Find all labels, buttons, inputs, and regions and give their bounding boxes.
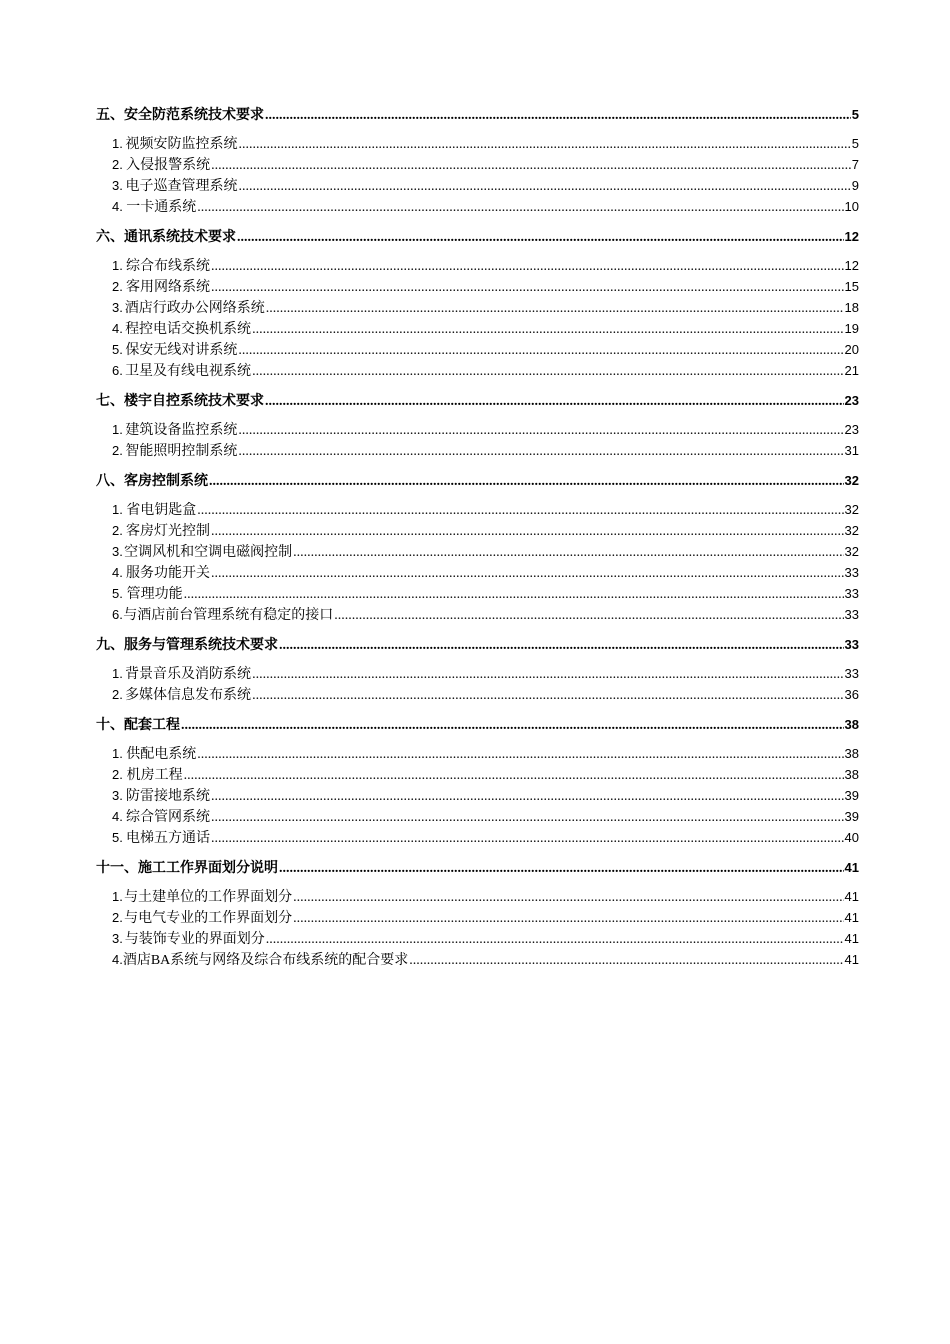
item-title: 视频安防监控系统 (125, 137, 238, 152)
item-page-number: 19 (844, 321, 859, 336)
dot-leader (211, 280, 844, 296)
toc-item-entry[interactable] (96, 743, 859, 764)
toc-item-entry[interactable] (96, 339, 859, 360)
item-page-number: 5 (851, 136, 859, 151)
toc-section-entry[interactable] (96, 634, 859, 655)
section-title: 通讯系统技术要求 (124, 230, 236, 245)
item-number: 1. (112, 746, 123, 761)
dot-leader (238, 423, 843, 439)
item-page-number: 32 (844, 523, 859, 538)
item-title: 背景音乐及消防系统 (125, 667, 252, 682)
dot-leader (184, 587, 844, 603)
toc-item-entry[interactable] (96, 175, 859, 196)
dot-leader (211, 831, 844, 847)
dot-leader (197, 200, 843, 216)
dot-leader (211, 158, 851, 174)
dot-leader (409, 953, 843, 969)
dot-leader (252, 364, 843, 380)
item-page-number: 33 (844, 586, 859, 601)
toc-item-entry[interactable] (96, 297, 859, 318)
section-page-number: 12 (844, 229, 859, 244)
dot-leader (293, 545, 843, 561)
item-number: 1. (112, 422, 123, 437)
item-title: 电子巡查管理系统 (125, 179, 238, 194)
item-title: 电梯五方通话 (125, 831, 210, 846)
item-title: 入侵报警系统 (126, 158, 211, 173)
toc-item-entry[interactable] (96, 440, 859, 461)
item-page-number: 32 (844, 544, 859, 559)
item-page-number: 15 (844, 279, 859, 294)
item-title: 综合管网系统 (125, 810, 210, 825)
section-title: 安全防范系统技术要求 (124, 108, 264, 123)
item-page-number: 41 (844, 952, 859, 967)
item-number: 6. (112, 607, 123, 622)
item-title: 省电钥匙盒 (126, 503, 197, 518)
toc-item-entry[interactable] (96, 764, 859, 785)
toc-item-entry[interactable] (96, 785, 859, 806)
dot-leader (252, 322, 843, 338)
dot-leader (197, 747, 843, 763)
item-title: 客房灯光控制 (125, 524, 210, 539)
dot-leader (181, 718, 844, 734)
item-page-number: 23 (844, 422, 859, 437)
item-page-number: 21 (844, 363, 859, 378)
item-number: 3. (112, 788, 123, 803)
item-title: 与土建单位的工作界面划分 (124, 890, 293, 905)
section-title: 配套工程 (124, 718, 180, 733)
toc-item-entry[interactable] (96, 907, 859, 928)
item-page-number: 39 (844, 809, 859, 824)
item-title: 与装饰专业的界面划分 (124, 932, 265, 947)
item-number: 3. (112, 931, 123, 946)
dot-leader (237, 230, 844, 246)
item-title: 管理功能 (126, 587, 183, 602)
section-number: 八、 (96, 474, 124, 489)
item-number: 2. (112, 523, 123, 538)
item-number: 1. (112, 502, 123, 517)
item-page-number: 32 (844, 502, 859, 517)
toc-item-entry[interactable] (96, 684, 859, 705)
dot-leader (211, 524, 844, 540)
toc-item-entry[interactable] (96, 583, 859, 604)
section-title: 楼宇自控系统技术要求 (124, 394, 264, 409)
section-title: 客房控制系统 (124, 474, 208, 489)
item-page-number: 31 (844, 443, 859, 458)
section-page-number: 38 (844, 717, 859, 732)
item-number: 6. (112, 363, 123, 378)
dot-leader (197, 503, 843, 519)
toc-item-entry[interactable] (96, 663, 859, 684)
item-number: 3. (112, 300, 123, 315)
item-page-number: 10 (844, 199, 859, 214)
dot-leader (293, 911, 843, 927)
section-number: 五、 (96, 108, 124, 123)
item-number: 1. (112, 258, 123, 273)
item-number: 5. (112, 830, 123, 845)
item-title: 酒店行政办公网络系统 (124, 301, 265, 316)
section-number: 六、 (96, 230, 124, 245)
item-title: 防雷接地系统 (125, 789, 210, 804)
item-page-number: 41 (844, 889, 859, 904)
item-number: 3. (112, 544, 123, 559)
toc-item-entry[interactable] (96, 604, 859, 625)
item-number: 2. (112, 279, 123, 294)
dot-leader (238, 444, 843, 460)
dot-leader (279, 638, 844, 654)
item-page-number: 38 (844, 746, 859, 761)
item-number: 1. (112, 889, 123, 904)
item-number: 2. (112, 910, 123, 925)
item-page-number: 9 (851, 178, 859, 193)
dot-leader (265, 108, 851, 124)
toc-section-entry[interactable] (96, 470, 859, 491)
toc-section-entry[interactable] (96, 714, 859, 735)
section-number: 七、 (96, 394, 124, 409)
toc-item-entry[interactable] (96, 886, 859, 907)
toc-item-entry[interactable] (96, 133, 859, 154)
item-page-number: 20 (844, 342, 859, 357)
dot-leader (266, 301, 844, 317)
item-page-number: 41 (844, 931, 859, 946)
toc-item-entry[interactable] (96, 419, 859, 440)
section-page-number: 5 (851, 107, 859, 122)
toc-item-entry[interactable] (96, 520, 859, 541)
dot-leader (293, 890, 843, 906)
item-title: 建筑设备监控系统 (125, 423, 238, 438)
item-title: 与电气专业的工作界面划分 (124, 911, 293, 926)
dot-leader (239, 137, 851, 153)
item-title: 保安无线对讲系统 (125, 343, 238, 358)
toc-item-entry[interactable] (96, 255, 859, 276)
dot-leader (184, 768, 844, 784)
item-title: 卫星及有线电视系统 (125, 364, 252, 379)
toc-item-entry[interactable] (96, 196, 859, 217)
dot-leader (211, 259, 844, 275)
section-page-number: 23 (844, 393, 859, 408)
item-page-number: 33 (844, 607, 859, 622)
item-page-number: 41 (844, 910, 859, 925)
dot-leader (266, 932, 844, 948)
item-title: 智能照明控制系统 (125, 444, 238, 459)
item-page-number: 40 (844, 830, 859, 845)
section-number: 九、 (96, 638, 124, 653)
item-number: 4. (112, 952, 123, 967)
toc-item-entry[interactable] (96, 928, 859, 949)
toc-item-entry[interactable] (96, 276, 859, 297)
section-page-number: 32 (844, 473, 859, 488)
item-number: 1. (112, 666, 123, 681)
dot-leader (334, 608, 843, 624)
item-title: 空调风机和空调电磁阀控制 (124, 545, 293, 560)
toc-item-entry[interactable] (96, 827, 859, 848)
toc-section-entry[interactable] (96, 857, 859, 878)
item-number: 2. (112, 157, 123, 172)
dot-leader (238, 343, 843, 359)
section-title: 施工工作界面划分说明 (138, 861, 278, 876)
dot-leader (211, 810, 844, 826)
item-page-number: 33 (844, 666, 859, 681)
dot-leader (209, 474, 844, 490)
item-title: 综合布线系统 (125, 259, 210, 274)
section-title: 服务与管理系统技术要求 (124, 638, 278, 653)
item-title: 程控电话交换机系统 (125, 322, 252, 337)
dot-leader (265, 394, 844, 410)
item-page-number: 36 (844, 687, 859, 702)
dot-leader (252, 667, 843, 683)
item-title: 酒店BA系统与网络及综合布线系统的配合要求 (122, 953, 409, 968)
toc-section-entry[interactable] (96, 226, 859, 247)
toc-item-entry[interactable] (96, 318, 859, 339)
section-number: 十、 (96, 718, 124, 733)
item-page-number: 7 (851, 157, 859, 172)
item-page-number: 39 (844, 788, 859, 803)
item-title: 多媒体信息发布系统 (125, 688, 252, 703)
section-number: 十一、 (96, 861, 138, 876)
item-page-number: 33 (844, 565, 859, 580)
item-number: 5. (112, 586, 123, 601)
toc-item-entry[interactable] (96, 499, 859, 520)
dot-leader (211, 789, 844, 805)
section-page-number: 33 (844, 637, 859, 652)
dot-leader (239, 179, 851, 195)
item-page-number: 12 (844, 258, 859, 273)
item-number: 2. (112, 443, 123, 458)
item-number: 1. (112, 136, 123, 151)
item-number: 4. (112, 321, 123, 336)
item-number: 4. (112, 199, 123, 214)
item-page-number: 18 (844, 300, 859, 315)
dot-leader (252, 688, 843, 704)
item-number: 4. (112, 565, 123, 580)
toc-item-entry[interactable] (96, 541, 859, 562)
item-title: 一卡通系统 (126, 200, 197, 215)
toc-item-entry[interactable] (96, 154, 859, 175)
item-title: 机房工程 (126, 768, 183, 783)
item-number: 5. (112, 342, 123, 357)
item-number: 2. (112, 687, 123, 702)
item-number: 4. (112, 809, 123, 824)
item-title: 供配电系统 (126, 747, 197, 762)
item-title: 客用网络系统 (125, 280, 210, 295)
toc-section-entry[interactable] (96, 104, 859, 125)
item-title: 与酒店前台管理系统有稳定的接口 (123, 608, 334, 623)
item-number: 3. (112, 178, 123, 193)
toc-item-entry[interactable] (96, 360, 859, 381)
toc-section-entry[interactable] (96, 390, 859, 411)
dot-leader (279, 861, 844, 877)
section-page-number: 41 (844, 860, 859, 875)
toc-item-entry[interactable] (96, 949, 859, 970)
item-page-number: 38 (844, 767, 859, 782)
dot-leader (211, 566, 844, 582)
item-number: 2. (112, 767, 123, 782)
toc-item-entry[interactable] (96, 562, 859, 583)
table-of-contents (96, 104, 859, 970)
item-title: 服务功能开关 (125, 566, 210, 581)
toc-item-entry[interactable] (96, 806, 859, 827)
